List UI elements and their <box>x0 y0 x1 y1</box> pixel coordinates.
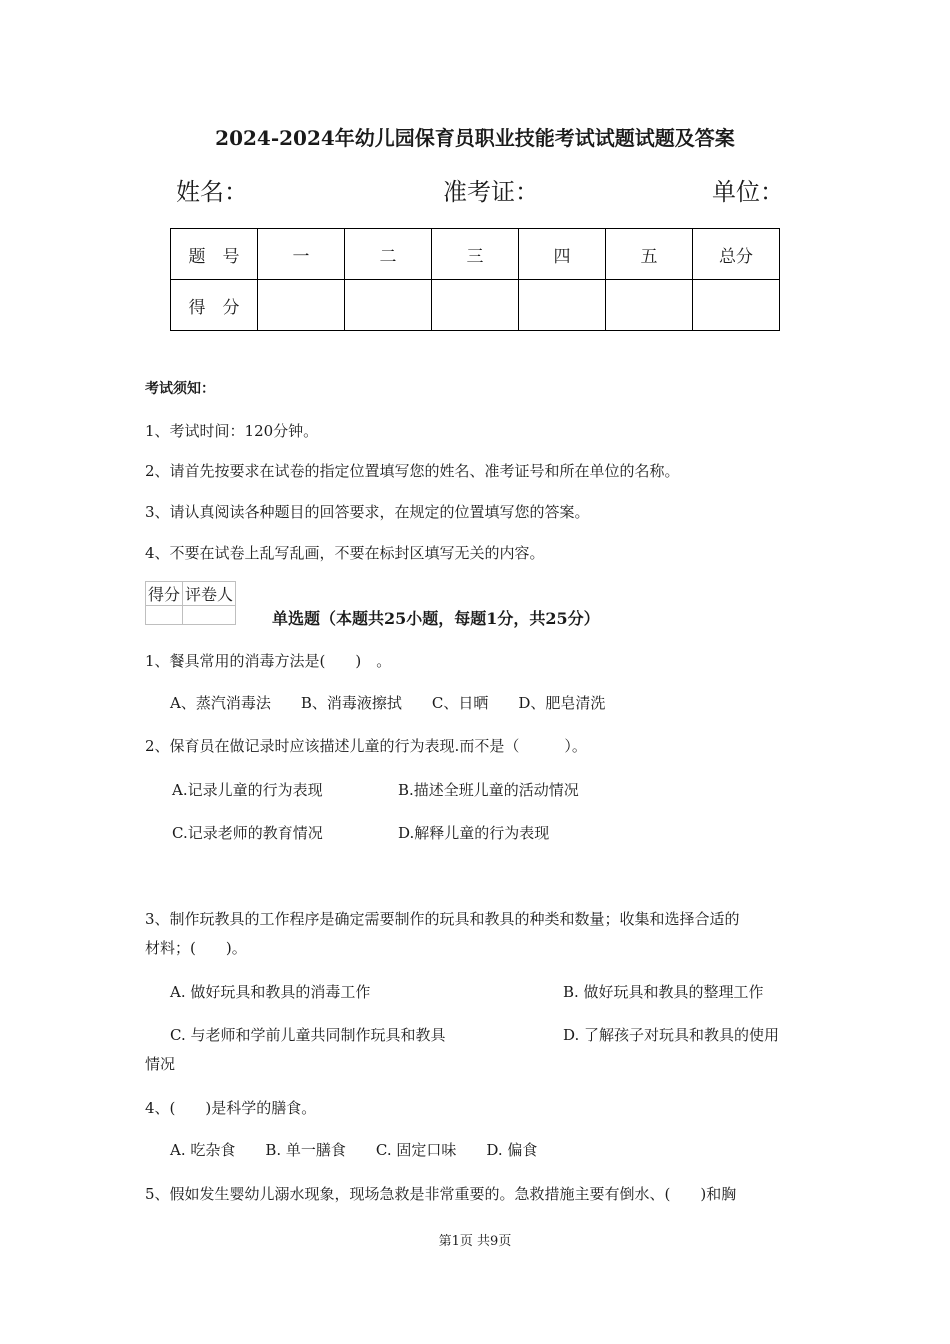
notice-item: 2、请首先按要求在试卷的指定位置填写您的姓名、准考证号和所在单位的名称。 <box>145 462 680 480</box>
question-2-option-b: B.描述全班儿童的活动情况 <box>398 781 579 799</box>
question-5-stem: 5、假如发生婴幼儿溺水现象，现场急救是非常重要的。急救措施主要有倒水、( )和胸 <box>145 1185 737 1203</box>
header-cell: 二 <box>345 229 432 280</box>
question-4-stem: 4、( )是科学的膳食。 <box>145 1099 317 1117</box>
grader-name-cell <box>183 606 236 625</box>
question-2-option-c: C.记录老师的教育情况 <box>172 824 323 842</box>
name-field-label: 姓名： <box>176 178 248 206</box>
question-1-stem: 1、餐具常用的消毒方法是( ) 。 <box>145 652 392 670</box>
question-3-stem: 3、制作玩教具的工作程序是确定需要制作的玩具和教具的种类和数量；收集和选择合适的 <box>145 910 740 928</box>
score-cell <box>258 280 345 331</box>
notice-heading: 考试须知： <box>145 381 215 397</box>
section-title: 单选题（本题共25小题，每题1分，共25分） <box>272 609 600 628</box>
score-cell <box>606 280 693 331</box>
header-cell: 总分 <box>693 229 780 280</box>
header-cell: 四 <box>519 229 606 280</box>
question-3-option-b: B. 做好玩具和教具的整理工作 <box>563 983 764 1001</box>
question-3-option-c: C. 与老师和学前儿童共同制作玩具和教具 <box>170 1026 446 1044</box>
question-3-option-d-continued: 情况 <box>145 1055 176 1073</box>
exam-id-field-label: 准考证： <box>443 178 539 206</box>
grader-box <box>145 581 236 625</box>
score-cell <box>432 280 519 331</box>
score-table-score-row <box>171 280 780 331</box>
notice-item: 1、考试时间：120分钟。 <box>145 422 319 440</box>
header-cell: 三 <box>432 229 519 280</box>
question-3-option-a: A. 做好玩具和教具的消毒工作 <box>170 983 371 1001</box>
row-label-cell: 得 分 <box>171 280 258 331</box>
question-2-option-a: A.记录儿童的行为表现 <box>172 781 323 799</box>
notice-item: 4、不要在试卷上乱写乱画，不要在标封区填写无关的内容。 <box>145 544 545 562</box>
question-2-stem: 2、保育员在做记录时应该描述儿童的行为表现.而不是（ ）。 <box>145 737 587 755</box>
question-1-options: A、蒸汽消毒法 B、消毒液擦拭 C、日晒 D、肥皂清洗 <box>170 694 606 712</box>
unit-field-label: 单位： <box>712 178 784 206</box>
header-cell: 题 号 <box>171 229 258 280</box>
score-cell <box>693 280 780 331</box>
score-cell <box>519 280 606 331</box>
header-cell: 五 <box>606 229 693 280</box>
page-footer: 第1页 共9页 <box>438 1234 512 1249</box>
score-cell <box>345 280 432 331</box>
question-3-option-d: D. 了解孩子对玩具和教具的使用 <box>563 1026 780 1044</box>
grader-name-label: 评卷人 <box>183 582 236 606</box>
header-cell: 一 <box>258 229 345 280</box>
grader-score-label: 得分 <box>146 582 183 606</box>
question-4-options: A. 吃杂食 B. 单一膳食 C. 固定口味 D. 偏食 <box>170 1141 538 1159</box>
page-title: 2024-2024年幼儿园保育员职业技能考试试题试题及答案 <box>215 126 735 150</box>
score-table <box>170 228 780 331</box>
grader-score-cell <box>146 606 183 625</box>
notice-item: 3、请认真阅读各种题目的回答要求，在规定的位置填写您的答案。 <box>145 503 590 521</box>
question-2-option-d: D.解释儿童的行为表现 <box>398 824 550 842</box>
score-table-header-row <box>171 229 780 280</box>
question-3-stem-continued: 材料；( )。 <box>145 939 247 957</box>
